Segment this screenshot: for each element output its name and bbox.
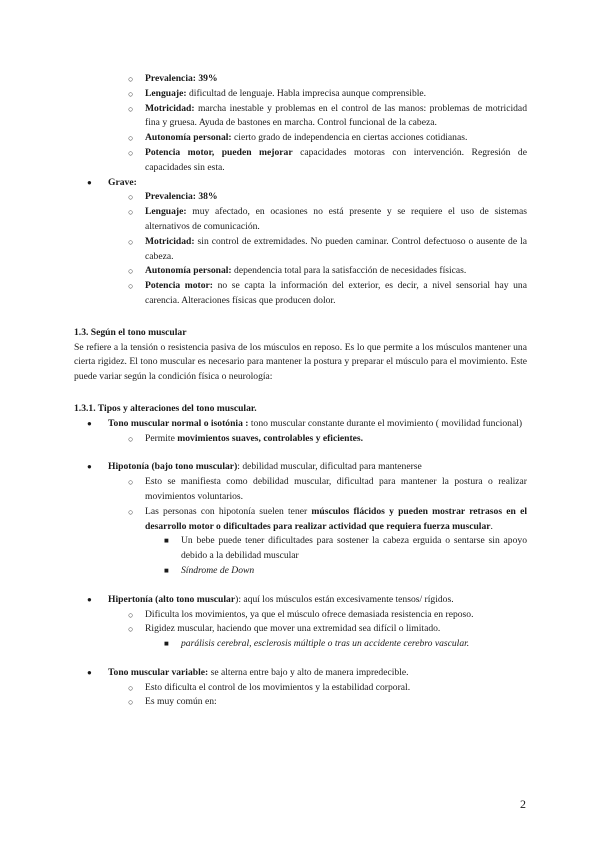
list-item-text: Esto dificulta el control de los movimientos y la estabilidad corporal. [145, 681, 411, 693]
list-item-label: Grave: [108, 176, 137, 188]
list-item [74, 264, 527, 279]
variable-list [74, 666, 527, 710]
hollow-circle-bullet-icon: ○ [128, 433, 134, 444]
list-item-text: . [490, 520, 493, 532]
list-item-label: Potencia motor: [145, 280, 213, 292]
list-item-label: Motricidad: [145, 235, 195, 247]
list-item-text: ): aquí los músculos están excesivamente tensos/ rígidos. [235, 593, 454, 605]
list-item-text: dificultad de lenguaje. Habla imprecisa aunque comprensible. [186, 87, 427, 99]
list-item [74, 72, 527, 87]
tono-list [74, 417, 527, 447]
list-item [74, 681, 527, 696]
list-item-label: Autonomía personal: [145, 265, 232, 277]
list-item-text: Es muy común en: [145, 696, 217, 708]
list-item [74, 666, 527, 681]
filled-circle-bullet-icon: ● [87, 594, 92, 604]
filled-circle-bullet-icon: ● [87, 418, 92, 428]
list-item-text: Permite [145, 432, 178, 444]
list-item-text: : debilidad muscular, dificultad para mantenerse [237, 461, 422, 473]
section-heading: 1.3. Según el tono muscular [74, 326, 187, 338]
list-item-text: Síndrome de Down [181, 564, 255, 576]
list-item [74, 87, 527, 102]
hollow-circle-bullet-icon: ○ [128, 88, 134, 99]
filled-circle-bullet-icon: ● [87, 177, 92, 187]
hipotonia-list [74, 460, 527, 578]
list-item [74, 593, 527, 608]
list-item-label: Potencia motor, pueden mejorar [145, 146, 293, 158]
list-item-text: tono muscular constante durante el movimiento ( movilidad funcional) [248, 417, 523, 429]
list-item-text: Dificulta los movimientos, ya que el músculo ofrece demasiada resistencia en reposo. [145, 608, 474, 620]
grave-list [74, 176, 527, 191]
list-item [74, 564, 527, 579]
list-item [74, 534, 527, 564]
hollow-circle-bullet-icon: ○ [128, 477, 134, 488]
list-item-text: Esto se manifiesta como debilidad muscular, dificultad para mantener la postura o realizar movimientos voluntarios. [145, 476, 527, 502]
hollow-circle-bullet-icon: ○ [128, 697, 134, 708]
list-item [74, 622, 527, 637]
spacer [74, 446, 527, 460]
list-item-label: Tono muscular variable: [108, 666, 209, 678]
list-item-text: Las personas con hipotonía suelen tener [145, 505, 312, 517]
list-item [74, 475, 527, 505]
list-item [74, 608, 527, 623]
list-item [74, 102, 527, 132]
hollow-circle-bullet-icon: ○ [128, 133, 134, 144]
list-item-label: Autonomía personal: [145, 132, 232, 144]
list-item [74, 460, 527, 475]
list-item [74, 695, 527, 710]
hollow-circle-bullet-icon: ○ [128, 192, 134, 203]
hollow-circle-bullet-icon: ○ [128, 506, 134, 517]
hollow-circle-bullet-icon: ○ [128, 236, 134, 247]
list-item [74, 279, 527, 309]
list-item-label: Tono muscular normal o isotónia : [108, 417, 249, 429]
list-item-label: Hipertonía (alto tono muscular [108, 593, 236, 605]
hollow-circle-bullet-icon: ○ [128, 624, 134, 635]
hollow-circle-bullet-icon: ○ [128, 207, 134, 218]
square-bullet-icon: ■ [164, 536, 169, 546]
square-bullet-icon: ■ [164, 639, 169, 649]
list-item [74, 637, 527, 652]
list-item-label: Hipotonía (bajo tono muscular) [108, 461, 238, 473]
hollow-circle-bullet-icon: ○ [128, 682, 134, 693]
moderado-sublist [74, 72, 527, 176]
list-item [74, 417, 527, 432]
spacer [74, 579, 527, 593]
hollow-circle-bullet-icon: ○ [128, 74, 134, 84]
grave-sublist [74, 190, 527, 308]
list-item-label: Lenguaje: [145, 87, 187, 99]
list-item-text: marcha inestable y problemas en el control de las manos: problemas de motricidad fina y gruesa. Ayuda de bastones en marcha. Control funcional de la cabeza. [145, 102, 527, 129]
subsection-heading: 1.3.1. Tipos y alteraciones del tono muscular. [74, 402, 257, 414]
list-item-text: no se capta la información del exterior, es decir, a nivel sensorial hay una carencia. Alteraciones físicas que producen dolor. [145, 280, 527, 306]
list-item-emphasis: movimientos suaves, controlables y eficientes. [177, 432, 364, 444]
hipertonia-list [74, 593, 527, 652]
list-item [74, 235, 527, 265]
hollow-circle-bullet-icon: ○ [128, 281, 134, 292]
list-item [74, 505, 527, 535]
filled-circle-bullet-icon: ● [87, 667, 92, 677]
list-item [74, 146, 527, 176]
square-bullet-icon: ■ [164, 565, 169, 575]
list-item-text: se alterna entre bajo y alto de manera impredecible. [208, 666, 409, 678]
list-item [74, 432, 527, 447]
list-item-text: sin control de extremidades. No pueden caminar. Control defectuoso o ausente de la cabeza. [145, 235, 527, 262]
list-item-text: capacidades motoras con intervención. Regresión de capacidades sin esta. [145, 146, 527, 173]
page-content [74, 72, 527, 710]
list-item-label: Motricidad: [145, 102, 195, 114]
section-paragraph: Se refiere a la tensión o resistencia pasiva de los músculos en reposo. Es lo que permite a los músculos mantener una cierta rigidez. El tono muscular es necesario para mantener la postura y preparar el músculo para el movimiento. Este puede variar según la condición física o neurología: [74, 341, 527, 383]
list-item-text: parálisis cerebral, esclerosis múltiple o tras un accidente cerebro vascular. [181, 638, 470, 650]
spacer [74, 652, 527, 666]
hollow-circle-bullet-icon: ○ [128, 609, 134, 620]
list-item-text: dependencia total para la satisfacción de necesidades físicas. [231, 265, 467, 277]
list-item [74, 131, 527, 146]
list-item-text: cierto grado de independencia en ciertas acciones cotidianas. [231, 132, 468, 144]
list-item-text: muy afectado, en ocasiones no está presente y se requiere el uso de sistemas alternativos de comunicación. [145, 206, 527, 232]
page-number: 2 [520, 797, 526, 811]
list-item-label: Lenguaje: [145, 206, 187, 218]
hollow-circle-bullet-icon: ○ [128, 266, 134, 277]
filled-circle-bullet-icon: ● [87, 462, 92, 472]
list-item-label: Prevalencia: 38% [145, 191, 218, 203]
list-item [74, 176, 527, 191]
list-item-label: Prevalencia: 39% [145, 73, 218, 84]
list-item-text: Rigidez muscular, haciendo que mover una extremidad sea difícil o limitado. [145, 623, 441, 635]
list-item [74, 205, 527, 235]
hollow-circle-bullet-icon: ○ [128, 103, 134, 114]
list-item [74, 190, 527, 205]
list-item-emphasis: músculos flácidos y pueden mostrar retrasos en el desarrollo motor o dificultades para realizar actividad que requiera fuerza muscular [145, 505, 527, 532]
hollow-circle-bullet-icon: ○ [128, 147, 134, 158]
list-item-text: Un bebe puede tener dificultades para sostener la cabeza erguida o sentarse sin apoyo debido a la debilidad muscular [181, 535, 527, 562]
